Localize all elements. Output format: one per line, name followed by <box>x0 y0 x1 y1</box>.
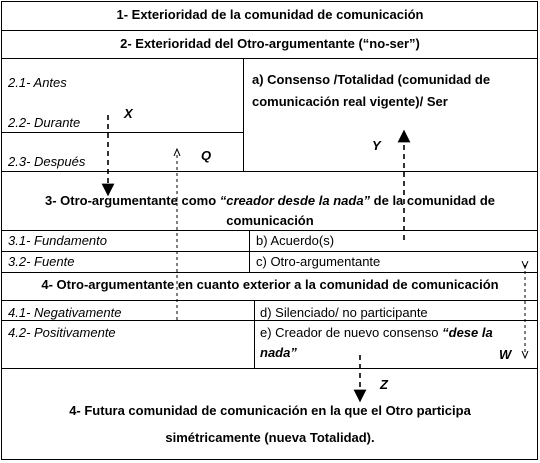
heading-row-3-cont: comunicación <box>226 213 314 228</box>
heading-row-5: 4- Futura comunidad de comunicación en la que el Otro participa <box>69 403 471 418</box>
item-positivamente: 4.2- Positivamente <box>8 325 116 340</box>
item-e-text: e) Creador de nuevo consenso <box>260 325 443 340</box>
item-b: b) Acuerdo(s) <box>256 233 335 248</box>
heading-row-1: 1- Exterioridad de la comunidad de comunicación <box>116 7 424 22</box>
heading-row-5-cont: simétricamente (nueva Totalidad). <box>165 430 375 445</box>
row3-emphasis: “creador desde la nada” <box>219 193 371 208</box>
marker-x: X <box>124 106 133 121</box>
heading-row-4: 4- Otro-argumentante en cuanto exterior a la comunidad de comunicación <box>41 277 499 292</box>
marker-y: Y <box>372 138 381 153</box>
item-e-emphasis: “dese la <box>442 325 493 340</box>
item-d: d) Silenciado/ no participante <box>260 305 428 320</box>
marker-z: Z <box>380 377 388 392</box>
item-antes: 2.1- Antes <box>8 75 67 90</box>
heading-row-2: 2- Exterioridad del Otro-argumentante (“no-ser”) <box>120 36 420 51</box>
item-c: c) Otro-argumentante <box>256 254 381 269</box>
item-fundamento: 3.1- Fundamento <box>8 233 108 248</box>
item-a-line1: a) Consenso /Totalidad (comunidad de <box>252 72 491 87</box>
marker-w: W <box>499 347 512 362</box>
row3-text-a: 3- Otro-argumentante como <box>44 193 220 208</box>
item-a-line2: comunicación real vigente)/ Ser <box>252 94 448 109</box>
item-negativamente: 4.1- Negativamente <box>8 305 122 320</box>
item-durante: 2.2- Durante <box>8 115 81 130</box>
item-e-line2: nada” <box>260 345 297 360</box>
item-despues: 2.3- Después <box>8 154 86 169</box>
item-fuente: 3.2- Fuente <box>8 254 75 269</box>
marker-q: Q <box>201 148 212 163</box>
row3-text-b: de la comunidad de <box>370 193 496 208</box>
